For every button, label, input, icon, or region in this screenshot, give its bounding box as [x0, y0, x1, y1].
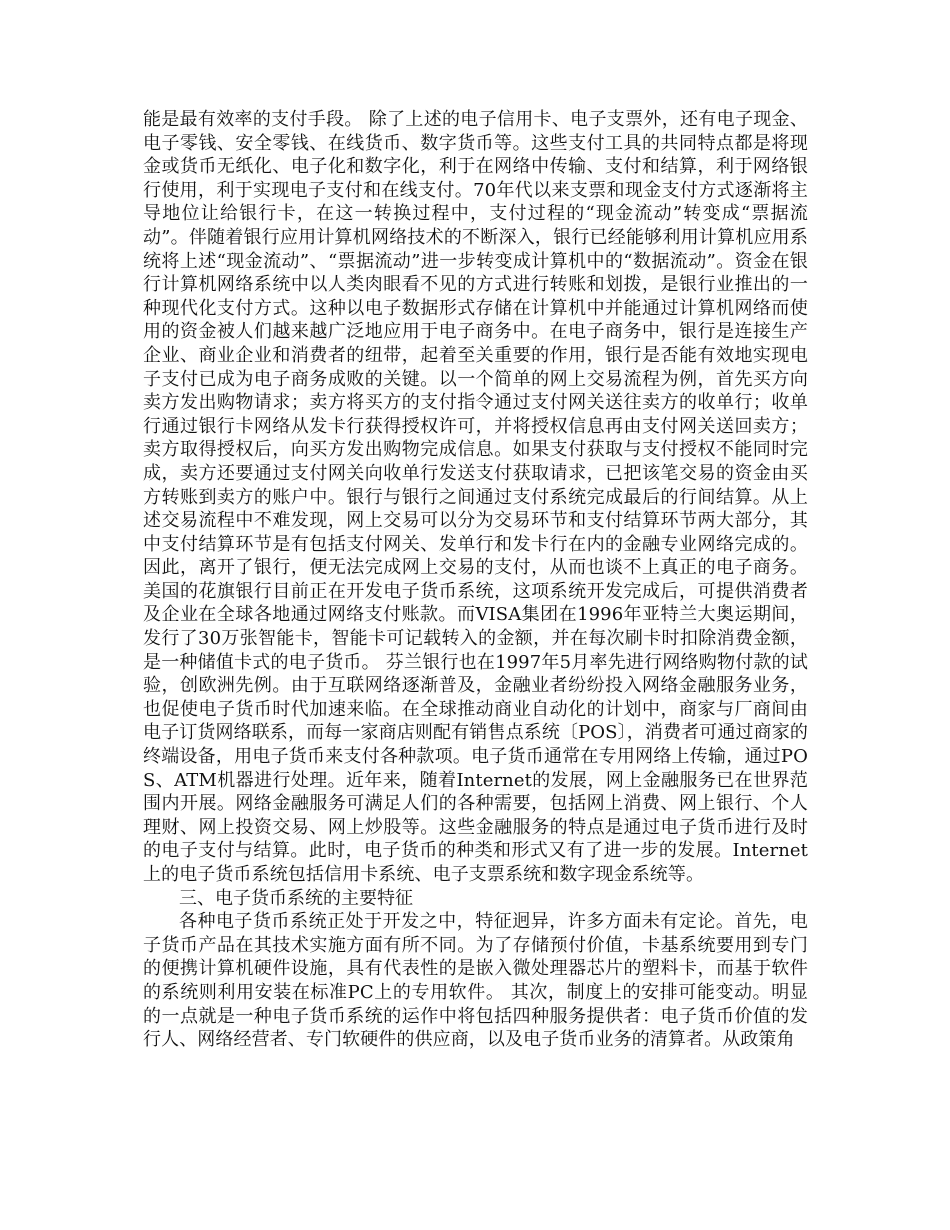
document-body — [143, 108, 808, 1052]
body-paragraph-continuation: 能是最有效率的支付手段。 除了上述的电子信用卡、电子支票外，还有电子现金、电子零钱、安全零钱、在线货币、数字货币等。这些支付工具的共同特点都是将现金或货币无纸化、电子化和数字化，利于在网络中传输、支付和结算，利于网络银行使用，利于实现电子支付和在线支付。70年代以来支票和现金支付方式逐渐将主导地位让给银行卡，在这一转换过程中，支付过程的“现金流动”转变成“票据流动”。伴随着银行应用计算机网络技术的不断深入，银行已经能够利用计算机应用系统将上述“现金流动”、“票据流动”进一步转变成计算机中的“数据流动”。资金在银行计算机网络系统中以人类肉眼看不见的方式进行转账和划拨，是银行业推出的一种现代化支付方式。这种以电子数据形式存储在计算机中并能通过计算机网络而使用的资金被人们越来越广泛地应用于电子商务中。在电子商务中，银行是连接生产企业、商业企业和消费者的纽带，起着至关重要的作用，银行是否能有效地实现电子支付已成为电子商务成败的关键。以一个简单的网上交易流程为例，首先买方向卖方发出购物请求；卖方将买方的支付指令通过支付网关送往卖方的收单行；收单行通过银行卡网络从发卡行获得授权许可，并将授权信息再由支付网关送回卖方；卖方取得授权后，向买方发出购物完成信息。如果支付获取与支付授权不能同时完成，卖方还要通过支付网关向收单行发送支付获取请求，已把该笔交易的资金由买方转账到卖方的账户中。银行与银行之间通过支付系统完成最后的行间结算。从上述交易流程中不难发现，网上交易可以分为交易环节和支付结算环节两大部分，其中支付结算环节是有包括支付网关、发单行和发卡行在内的金融专业网络完成的。因此，离开了银行，便无法完成网上交易的支付，从而也谈不上真正的电子商务。美国的花旗银行目前正在开发电子货币系统，这项系统开发完成后，可提供消费者及企业在全球各地通过网络支付账款。而VISA集团在1996年亚特兰大奥运期间，发行了30万张智能卡，智能卡可记载转入的金额，并在每次刷卡时扣除消费金额，是一种储值卡式的电子货币。 芬兰银行也在1997年5月率先进行网络购物付款的试验，创欧洲先例。由于互联网络逐渐普及，金融业者纷纷投入网络金融服务业务，也促使电子货币时代加速来临。在全球推动商业自动化的计划中，商家与厂商间由电子订货网络联系，而每一家商店则配有销售点系统〔POS〕，消费者可通过商家的终端设备，用电子货币来支付各种款项。电子货币通常在专用网络上传输，通过POS、ATM机器进行处理。近年来，随着Internet的发展，网上金融服务已在世界范围内开展。网络金融服务可满足人们的各种需要，包括网上消费、网上银行、个人理财、网上投资交易、网上炒股等。这些金融服务的特点是通过电子货币进行及时的电子支付与结算。此时，电子货币的种类和形式又有了进一步的发展。Internet上的电子货币系统包括信用卡系统、电子支票系统和数字现金系统等。 — [143, 109, 808, 885]
body-paragraph: 各种电子货币系统正处于开发之中，特征迥异，许多方面未有定论。首先，电子货币产品在其技术实施方面有所不同。为了存储预付价值，卡基系统要用到专门的便携计算机硬件设施，具有代表性的是嵌入微处理器芯片的塑料卡，而基于软件的系统则利用安装在标准PC上的专用软件。 其次，制度上的安排可能变动。明显的一点就是一种电子货币系统的运作中将包括四种服务提供者：电子货币价值的发行人、网络经营者、专门软硬件的供应商，以及电子货币业务的清算者。从政策角 — [143, 911, 808, 1051]
section-heading: 三、电子货币系统的主要特征 — [179, 887, 413, 909]
